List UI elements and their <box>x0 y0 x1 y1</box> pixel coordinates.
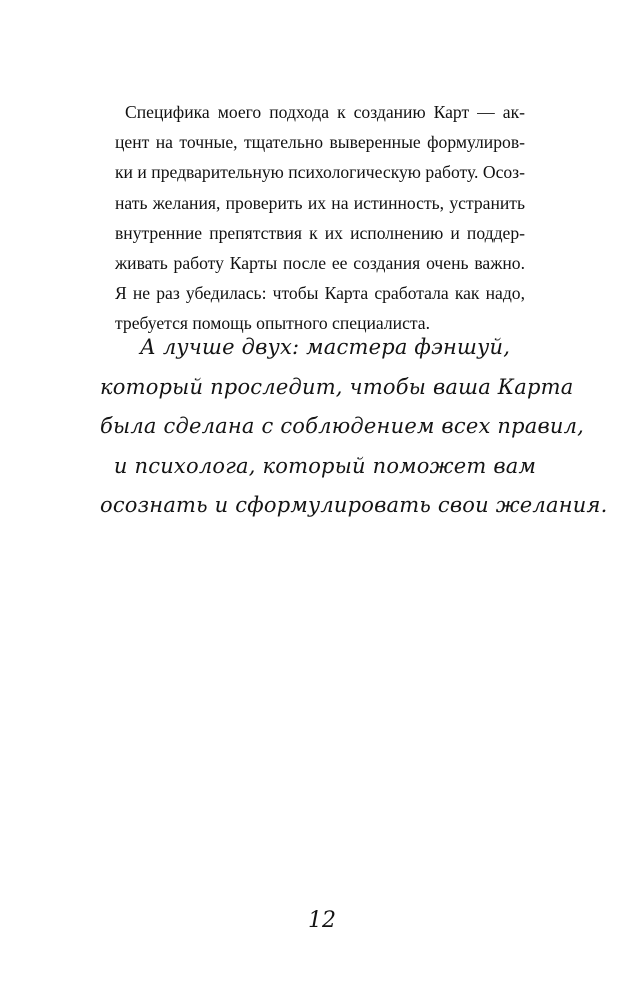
body-paragraph <box>115 97 525 339</box>
quote-line: который проследит, чтобы ваша Карта <box>100 374 574 399</box>
body-line: ки и предварительную психологическую работу. Осоз- <box>115 162 525 183</box>
body-line: Специфика моего подхода к созданию Карт — ак- <box>125 102 525 122</box>
body-line: живать работу Карты после ее создания очень важно. <box>115 253 525 274</box>
calligraphic-quote <box>100 328 608 526</box>
body-line: внутренние препятствия к их исполнению и поддер- <box>115 222 525 243</box>
quote-line: и психолога, который поможет вам <box>113 453 537 478</box>
page-number: 12 <box>308 908 336 933</box>
quote-line: осознать и сформулировать свои желания. <box>100 493 608 517</box>
quote-line: была сделана с соблюдением всех правил, <box>100 414 585 438</box>
body-line: цент на точные, тщательно выверенные формулиров- <box>115 132 525 153</box>
body-line: Я не раз убедилась: чтобы Карта сработала как надо, <box>115 283 525 304</box>
body-line: требуется помощь опытного специалиста. <box>115 313 430 334</box>
body-line: нать желания, проверить их на истинность, устранить <box>115 192 525 213</box>
quote-line: А лучше двух: мастера фэншуй, <box>139 335 511 359</box>
